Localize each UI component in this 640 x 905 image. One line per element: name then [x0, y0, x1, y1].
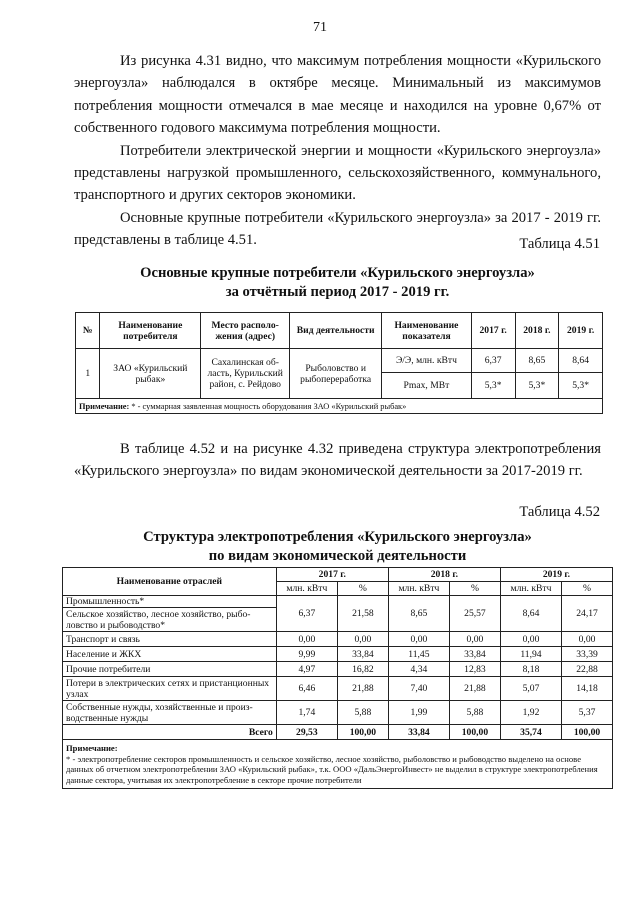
value-cell: 0,00: [276, 632, 337, 647]
table1-note-text: * - суммарная заявленная мощность оборудования ЗАО «Курильский рыбак»: [129, 401, 407, 411]
table1-header-row: [76, 313, 603, 349]
value-cell: 9,99: [276, 647, 337, 662]
value-cell: 33,84: [449, 647, 500, 662]
page-number: 71: [313, 20, 327, 35]
table1-caption: Таблица 4.51: [519, 236, 600, 252]
value-cell: 21,88: [449, 677, 500, 701]
table2-caption: Таблица 4.52: [519, 504, 600, 520]
sector-name: Прочие потребители: [63, 662, 277, 677]
table-row: [63, 677, 613, 701]
value-cell: 1,92: [500, 701, 561, 725]
table1-header: Место расположения (адрес): [201, 313, 290, 349]
table1-header: 2017 г.: [471, 313, 515, 349]
table2-note-label: Примечание:: [66, 743, 118, 753]
sector-name: Население и ЖКХ: [63, 647, 277, 662]
indicator-value: 8,64: [559, 349, 603, 373]
value-cell: 1,99: [388, 701, 449, 725]
total-value: 33,84: [388, 725, 449, 740]
table2-title: [62, 528, 613, 566]
value-cell: 5,88: [337, 701, 388, 725]
consumption-structure-table: [62, 567, 613, 789]
mid-text: [74, 438, 601, 483]
table2-note-text: * - электропотребление секторов промышленность и сельское хозяйство, лесное хозяйство, рыболовство и рыбоводство выделено на основе данных об отчетном электропотреблении ЗАО «Курильский рыбак», т.к. ООО «ДальЭнергоИнвест» не выделил в структуре электропотребления данные сектора, учитывая их электропотребление в секторе прочие потребители: [66, 753, 598, 785]
table-row: [63, 596, 613, 608]
sector-name: Транспорт и связь: [63, 632, 277, 647]
consumer-address: Сахалинская область, Курильский район, с. Рейдово: [201, 349, 290, 399]
table1-note: [76, 399, 603, 414]
unit-percent: %: [562, 582, 613, 596]
table1-header: №: [76, 313, 100, 349]
year-header: 2018 г.: [388, 568, 500, 582]
value-cell: 8,65: [388, 596, 449, 632]
table-row: [63, 647, 613, 662]
table2-title-line2: по видам экономической деятельности: [208, 548, 467, 564]
table1-header: Наименование потребителя: [100, 313, 201, 349]
table1-header: Вид деятельности: [290, 313, 382, 349]
indicator-value: 5,3*: [471, 373, 515, 399]
sector-name: Собственные нужды, хозяйственные и производственные нужды: [63, 701, 277, 725]
table1-header: 2018 г.: [515, 313, 559, 349]
table1-header: 2019 г.: [559, 313, 603, 349]
sector-name: Промышленность*: [63, 596, 277, 608]
value-cell: 5,37: [562, 701, 613, 725]
unit-percent: %: [337, 582, 388, 596]
indicator-value: 6,37: [471, 349, 515, 373]
value-cell: 4,97: [276, 662, 337, 677]
consumer-name: ЗАО «Курильский рыбак»: [100, 349, 201, 399]
indicator-value: 5,3*: [515, 373, 559, 399]
table-row: [63, 701, 613, 725]
paragraph-3: Основные крупные потребители «Курильского энергоузла» за 2017 - 2019 гг. представлены в таблице 4.51.: [74, 209, 601, 249]
year-header: 2017 г.: [276, 568, 388, 582]
value-cell: 16,82: [337, 662, 388, 677]
year-header: 2019 г.: [500, 568, 612, 582]
intro-text: [74, 50, 601, 252]
paragraph-4: В таблице 4.52 и на рисунке 4.32 приведена структура электропотребления «Курильского энергоузла» по видам экономической деятельности за 2017-2019 гг.: [74, 441, 601, 480]
value-cell: 12,83: [449, 662, 500, 677]
table2-title-line1: Структура электропотребления «Курильского энергоузла»: [143, 529, 532, 545]
value-cell: 11,94: [500, 647, 561, 662]
value-cell: 4,34: [388, 662, 449, 677]
value-cell: 0,00: [388, 632, 449, 647]
value-cell: 7,40: [388, 677, 449, 701]
value-cell: 24,17: [562, 596, 613, 632]
table1-title-line2: за отчётный период 2017 - 2019 гг.: [225, 284, 450, 300]
total-row: [63, 725, 613, 740]
value-cell: 0,00: [337, 632, 388, 647]
table1-header: Наименование показателя: [382, 313, 472, 349]
paragraph-1: Из рисунка 4.31 видно, что максимум потребления мощности «Курильского энергоузла» наблюдался в октябре месяце. Минимальный из максимумов потребления мощности отмечался в мае месяце и находился на уровне 0,67% от собственного годового максимума потребления мощности.: [74, 53, 601, 137]
indicator-value: 5,3*: [559, 373, 603, 399]
unit-energy: млн. кВтч: [500, 582, 561, 596]
total-label: Всего: [63, 725, 277, 740]
sector-name: Сельское хозяйство, лесное хозяйство, рыболовство и рыбоводство*: [63, 608, 277, 632]
value-cell: 1,74: [276, 701, 337, 725]
value-cell: 33,84: [337, 647, 388, 662]
value-cell: 14,18: [562, 677, 613, 701]
table1-title: [74, 264, 601, 302]
value-cell: 0,00: [562, 632, 613, 647]
indicator-name: Э/Э, млн. кВтч: [382, 349, 472, 373]
table2-note: [63, 740, 613, 789]
paragraph-2: Потребители электрической энергии и мощности «Курильского энергоузла» представлены нагрузкой промышленного, сельскохозяйственного, коммунального, транспортного и других секторов экономики.: [74, 142, 601, 204]
value-cell: 6,37: [276, 596, 337, 632]
total-value: 100,00: [337, 725, 388, 740]
sector-header: Наименование отраслей: [63, 568, 277, 596]
consumer-number: 1: [76, 349, 100, 399]
value-cell: 0,00: [449, 632, 500, 647]
table-row: [76, 349, 603, 373]
value-cell: 22,88: [562, 662, 613, 677]
unit-energy: млн. кВтч: [276, 582, 337, 596]
value-cell: 8,64: [500, 596, 561, 632]
value-cell: 8,18: [500, 662, 561, 677]
value-cell: 11,45: [388, 647, 449, 662]
total-value: 35,74: [500, 725, 561, 740]
value-cell: 21,88: [337, 677, 388, 701]
value-cell: 5,88: [449, 701, 500, 725]
consumer-activity: Рыболовство и рыбопереработка: [290, 349, 382, 399]
total-value: 29,53: [276, 725, 337, 740]
total-value: 100,00: [449, 725, 500, 740]
value-cell: 0,00: [500, 632, 561, 647]
value-cell: 6,46: [276, 677, 337, 701]
table1-note-row: [76, 399, 603, 414]
table2-note-row: [63, 740, 613, 789]
unit-energy: млн. кВтч: [388, 582, 449, 596]
table1-note-label: Примечание:: [79, 401, 130, 411]
total-value: 100,00: [562, 725, 613, 740]
table-row: [63, 632, 613, 647]
value-cell: 5,07: [500, 677, 561, 701]
sector-name: Потери в электрических сетях и пристанционных узлах: [63, 677, 277, 701]
value-cell: 21,58: [337, 596, 388, 632]
indicator-value: 8,65: [515, 349, 559, 373]
table1-title-line1: Основные крупные потребители «Курильского энергоузла»: [140, 265, 535, 281]
value-cell: 33,39: [562, 647, 613, 662]
unit-percent: %: [449, 582, 500, 596]
table2-header-row: [63, 568, 613, 582]
value-cell: 25,57: [449, 596, 500, 632]
indicator-name: Pmax, МВт: [382, 373, 472, 399]
table-row: [63, 662, 613, 677]
consumers-table: [75, 312, 603, 414]
